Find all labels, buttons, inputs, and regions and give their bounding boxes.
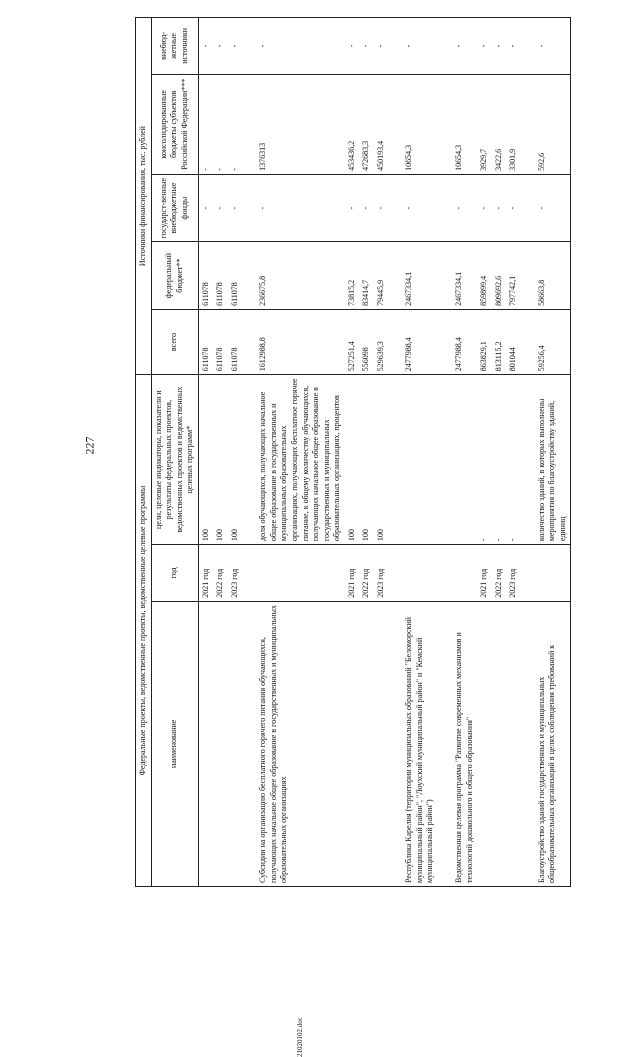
cell-indicator: доля обучающихся, получающих начальное общее образование в государственных и муниципальных образовательных организациях, получающих бесплатное горячее питание, к общему количеству обучающихся, получающих начальное общее образование в государственных и муниципальных образовательных организациях, процентов [256, 375, 344, 545]
rotated-table-page [135, 17, 640, 887]
spacer-cell [242, 545, 256, 602]
cell-total: 556098 [359, 309, 374, 374]
cell-extra: - [452, 18, 477, 75]
cell-consolidated: 3422,6 [492, 74, 507, 174]
cell-total: 801044 [506, 309, 521, 374]
cell-offbudget: - [374, 174, 389, 242]
cell-total: 611078 [213, 309, 228, 374]
footer-code-text: 21020102.doc [296, 1017, 304, 1057]
cell-indicator: 100 [345, 375, 360, 545]
cell-offbudget: - [198, 174, 213, 242]
header-offbudget-funds: государст-венные внебюджетные фонды [151, 174, 198, 242]
header-consolidated: консолидированные бюджеты субъектов Российской Федерации*** [151, 74, 198, 174]
spacer-cell [438, 74, 452, 174]
cell-federal: 2467334,1 [402, 242, 438, 310]
spacer-cell [521, 74, 535, 174]
spacer-cell [521, 174, 535, 242]
cell-consolidated: 450193,4 [374, 74, 389, 174]
cell-extra: - [492, 18, 507, 75]
cell-consolidated: 472683,3 [359, 74, 374, 174]
cell-total: 59256,4 [535, 309, 571, 374]
cell-name [213, 601, 228, 886]
cell-extra: - [402, 18, 438, 75]
cell-extra: - [359, 18, 374, 75]
table-row [535, 18, 571, 887]
cell-extra: - [374, 18, 389, 75]
financing-table [135, 17, 571, 887]
cell-consolidated: 3301,9 [506, 74, 521, 174]
cell-offbudget: - [402, 174, 438, 242]
page-number: 227 [82, 436, 97, 455]
cell-offbudget: - [492, 174, 507, 242]
cell-federal: 809692,6 [492, 242, 507, 310]
cell-consolidated: 10654,3 [402, 74, 438, 174]
cell-total: 527251,4 [345, 309, 360, 374]
header-group-projects: Федеральные проекты, ведомственные проекты, ведомственные целевые программы [136, 375, 152, 887]
cell-consolidated: 1376313 [256, 74, 344, 174]
spacer-cell [242, 242, 256, 310]
table-row [492, 18, 507, 887]
cell-indicator: количество зданий, в которых выполнены мероприятия по благоустройству зданий, единиц [535, 375, 571, 545]
cell-consolidated: - [228, 74, 243, 174]
table-row [228, 18, 243, 887]
cell-federal: 859899,4 [477, 242, 492, 310]
header-federal: федеральный бюджет** [151, 242, 198, 310]
spacer-cell [388, 601, 402, 886]
spacer-cell [242, 375, 256, 545]
cell-offbudget: - [452, 174, 477, 242]
table-row [213, 18, 228, 887]
cell-indicator [452, 375, 477, 545]
cell-offbudget: - [506, 174, 521, 242]
spacer-cell [438, 309, 452, 374]
header-name: наименование [151, 601, 198, 886]
cell-name: Республика Карелия (территории муниципальных образований "Беломорский муниципальный район", "Лоухский муниципальный район" и "Кемский муниципальный район") [402, 601, 438, 886]
cell-total: 813115,2 [492, 309, 507, 374]
cell-federal: 79445,9 [374, 242, 389, 310]
cell-offbudget: - [345, 174, 360, 242]
cell-extra: - [256, 18, 344, 75]
cell-year: 2022 год [492, 545, 507, 602]
cell-offbudget: - [228, 174, 243, 242]
cell-indicator [402, 375, 438, 545]
cell-indicator: - [506, 375, 521, 545]
cell-indicator: 100 [374, 375, 389, 545]
cell-indicator: 100 [198, 375, 213, 545]
cell-federal: 73815,2 [345, 242, 360, 310]
cell-consolidated: - [213, 74, 228, 174]
cell-total: 611078 [198, 309, 213, 374]
cell-year: 2023 год [506, 545, 521, 602]
table-row [345, 18, 360, 887]
spacer-cell [438, 18, 452, 75]
spacer-cell [242, 74, 256, 174]
row-spacer [388, 18, 402, 887]
cell-name [359, 601, 374, 886]
cell-offbudget: - [477, 174, 492, 242]
cell-indicator: - [492, 375, 507, 545]
spacer-cell [242, 18, 256, 75]
cell-indicator: 100 [213, 375, 228, 545]
cell-offbudget: - [256, 174, 344, 242]
cell-indicator: - [477, 375, 492, 545]
cell-indicator: 100 [228, 375, 243, 545]
cell-consolidated: 453436,2 [345, 74, 360, 174]
table-row [477, 18, 492, 887]
cell-total: 529639,3 [374, 309, 389, 374]
cell-name [477, 601, 492, 886]
spacer-cell [438, 375, 452, 545]
cell-offbudget: - [213, 174, 228, 242]
cell-year [535, 545, 571, 602]
cell-name [345, 601, 360, 886]
cell-federal: 58663,8 [535, 242, 571, 310]
spacer-cell [388, 242, 402, 310]
spacer-cell [521, 601, 535, 886]
table-row [256, 18, 344, 887]
cell-federal: 611078 [198, 242, 213, 310]
footer-code [290, 772, 310, 1057]
cell-offbudget: - [535, 174, 571, 242]
cell-consolidated: 10654,3 [452, 74, 477, 174]
cell-name: Ведомственная целевая программа "Развитие современных механизмов и технологий дошкольного и общего образования" [452, 601, 477, 886]
cell-extra: - [198, 18, 213, 75]
spacer-cell [242, 601, 256, 886]
cell-total: 611078 [228, 309, 243, 374]
cell-extra: - [228, 18, 243, 75]
table-row [402, 18, 438, 887]
cell-offbudget: - [359, 174, 374, 242]
spacer-cell [521, 242, 535, 310]
cell-extra: - [213, 18, 228, 75]
spacer-cell [521, 545, 535, 602]
cell-name: Благоустройство зданий государственных и муниципальных общеобразовательных организаций в целях соблюдения требований к [535, 601, 571, 886]
header-extrabudget: внебюд-жетные источники [151, 18, 198, 75]
cell-extra: - [345, 18, 360, 75]
spacer-cell [242, 174, 256, 242]
table-row [198, 18, 213, 887]
table-row [506, 18, 521, 887]
cell-year: 2022 год [213, 545, 228, 602]
row-spacer [438, 18, 452, 887]
table-row [452, 18, 477, 887]
spacer-cell [521, 375, 535, 545]
cell-total: 1612988,8 [256, 309, 344, 374]
cell-federal: 611078 [228, 242, 243, 310]
cell-name [506, 601, 521, 886]
spacer-cell [388, 174, 402, 242]
spacer-cell [438, 545, 452, 602]
spacer-cell [388, 375, 402, 545]
cell-year: 2022 год [359, 545, 374, 602]
cell-consolidated: 3929,7 [477, 74, 492, 174]
cell-extra: - [477, 18, 492, 75]
cell-year [256, 545, 344, 602]
header-total: всего [151, 309, 198, 374]
table-body [198, 18, 571, 887]
spacer-cell [521, 18, 535, 75]
row-spacer [242, 18, 256, 887]
cell-year: 2023 год [228, 545, 243, 602]
spacer-cell [388, 18, 402, 75]
header-year: год [151, 545, 198, 602]
cell-name [228, 601, 243, 886]
cell-name [374, 601, 389, 886]
header-indicators: цели, целевые индикаторы, показатели и результаты федеральных проектов, ведомственных проектов и ведомственных целевых программ* [151, 375, 198, 545]
table-row [374, 18, 389, 887]
cell-year [452, 545, 477, 602]
cell-total: 863829,1 [477, 309, 492, 374]
cell-total: 2477988,4 [452, 309, 477, 374]
header-group-sources: Источники финансирования, тыс. рублей [136, 18, 152, 375]
cell-year [402, 545, 438, 602]
table-row [359, 18, 374, 887]
spacer-cell [521, 309, 535, 374]
spacer-cell [438, 601, 452, 886]
cell-indicator: 100 [359, 375, 374, 545]
cell-name [492, 601, 507, 886]
cell-year: 2023 год [374, 545, 389, 602]
cell-year: 2021 год [477, 545, 492, 602]
cell-name: Субсидии на организацию бесплатного горячего питания обучающихся, получающих начальное общее образование в государственных и муниципальных образовательных организациях [256, 601, 344, 886]
cell-name [198, 601, 213, 886]
spacer-cell [388, 74, 402, 174]
row-spacer [521, 18, 535, 887]
spacer-cell [242, 309, 256, 374]
cell-total: 2477988,4 [402, 309, 438, 374]
cell-federal: 797742,1 [506, 242, 521, 310]
spacer-cell [438, 174, 452, 242]
spacer-cell [438, 242, 452, 310]
cell-consolidated: 592,6 [535, 74, 571, 174]
spacer-cell [388, 545, 402, 602]
cell-federal: 2467334,1 [452, 242, 477, 310]
cell-year: 2021 год [345, 545, 360, 602]
cell-extra: - [506, 18, 521, 75]
cell-extra: - [535, 18, 571, 75]
cell-federal: 236675,8 [256, 242, 344, 310]
cell-federal: 611078 [213, 242, 228, 310]
cell-federal: 83414,7 [359, 242, 374, 310]
cell-consolidated: - [198, 74, 213, 174]
spacer-cell [388, 309, 402, 374]
cell-year: 2021 год [198, 545, 213, 602]
